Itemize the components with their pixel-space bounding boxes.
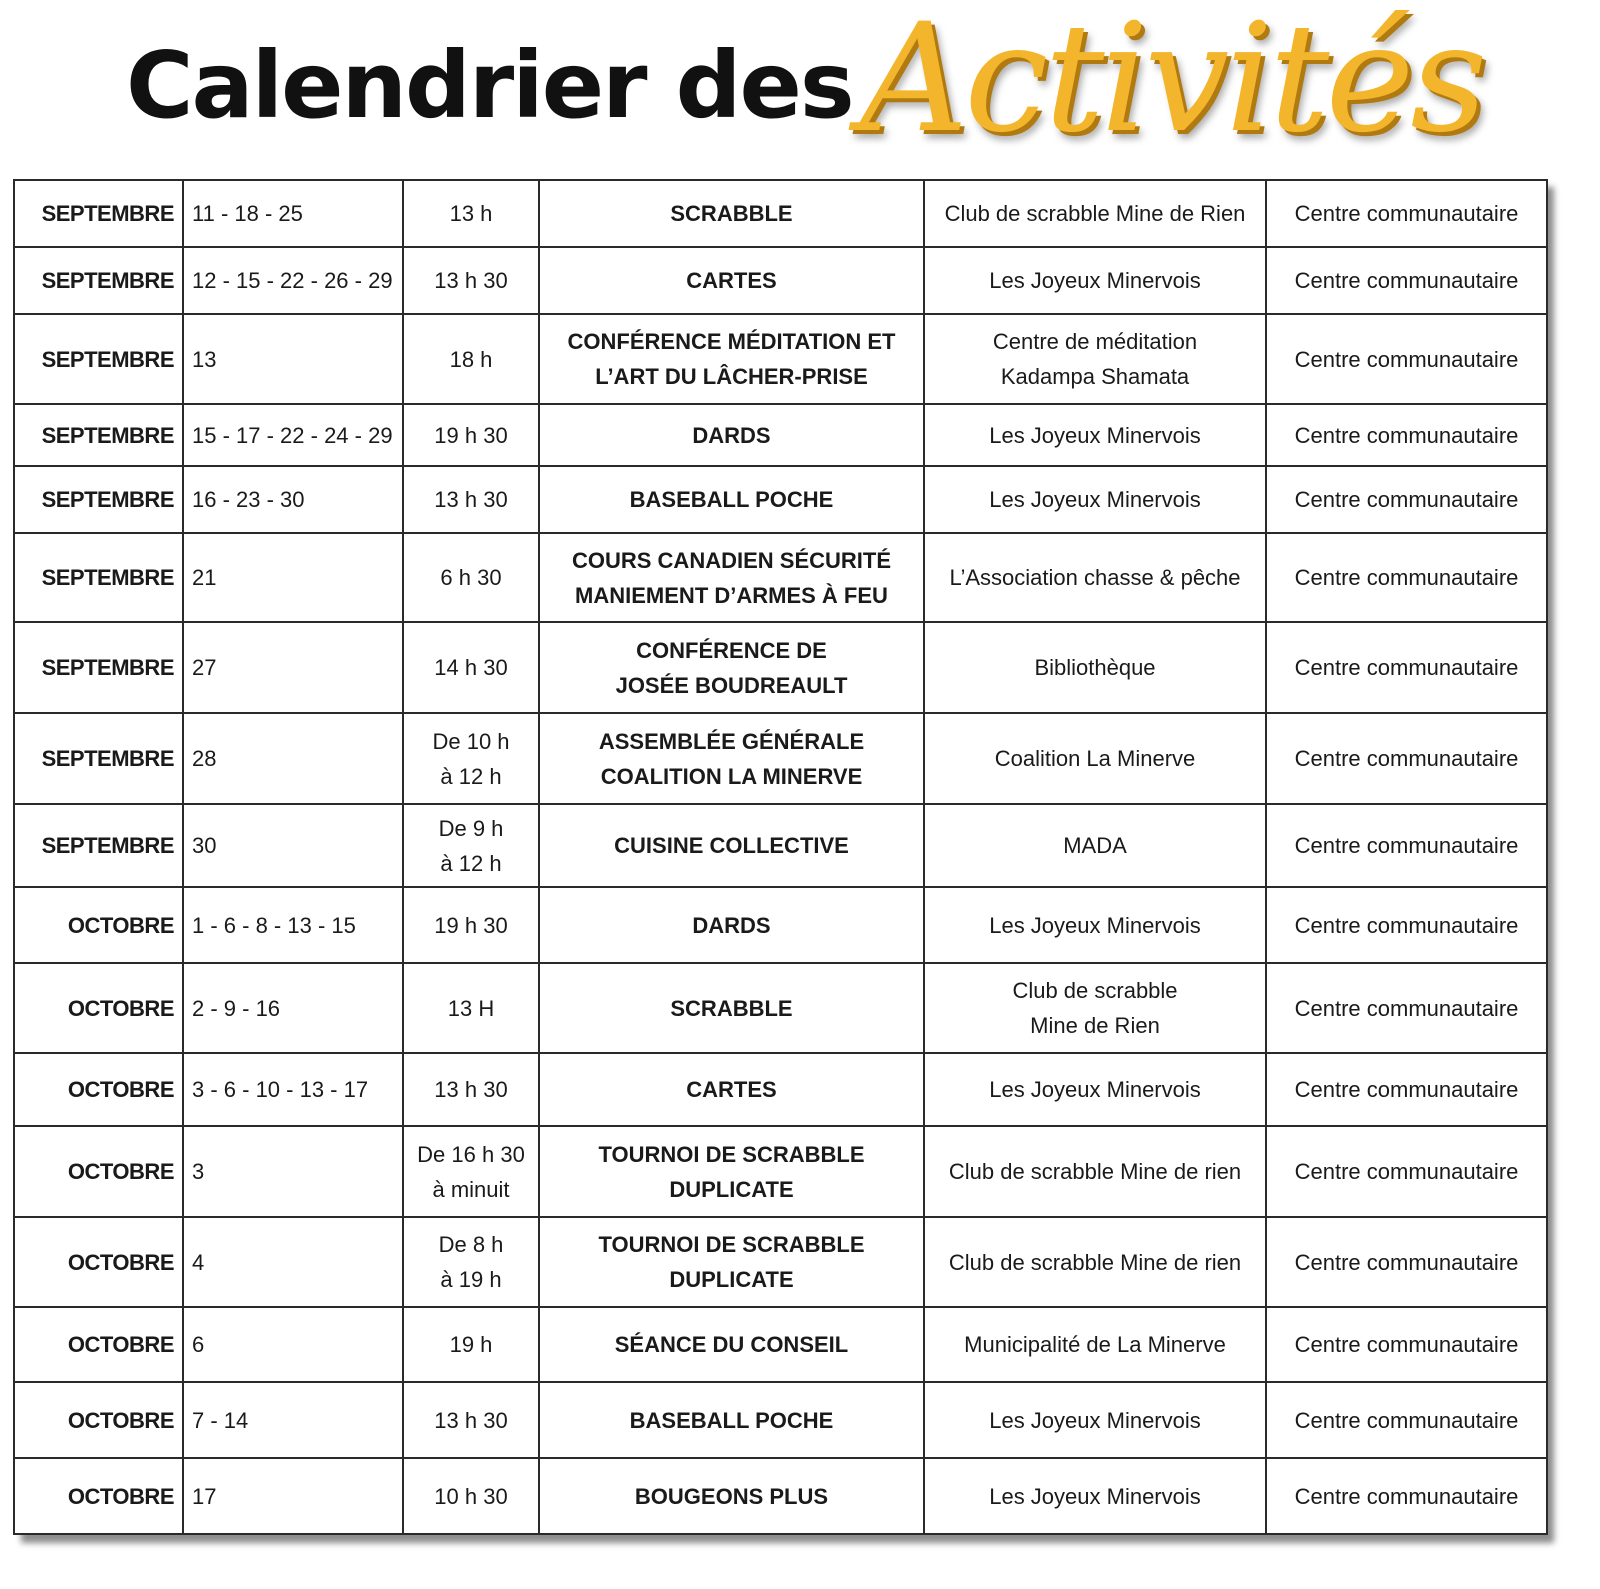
cell-month: OCTOBRE (14, 1458, 183, 1534)
cell-organizer-line: Les Joyeux Minervois (989, 422, 1201, 448)
table-row (14, 533, 1547, 622)
cell-time-line: à 19 h (440, 1267, 502, 1292)
cell-activity-line: BASEBALL POCHE (629, 1407, 834, 1433)
cell-time (403, 713, 539, 804)
table-row (14, 804, 1547, 887)
table-row (14, 247, 1547, 314)
cell-time-line: De 8 h (438, 1232, 504, 1257)
table-row (14, 887, 1547, 963)
cell-organizer-line: Les Joyeux Minervois (989, 1407, 1201, 1433)
cell-organizer-line: Centre de méditation (992, 329, 1198, 354)
cell-activity-line: CARTES (686, 1077, 777, 1102)
cell-location: Centre communautaire (1266, 1307, 1547, 1382)
cell-activity-line: BASEBALL POCHE (629, 487, 834, 512)
table-row (14, 713, 1547, 804)
cell-organizer (924, 1217, 1266, 1307)
table-row (14, 1382, 1547, 1458)
cell-time (403, 963, 539, 1053)
cell-month: SEPTEMBRE (14, 180, 183, 247)
activities-table-wrapper (13, 179, 1546, 1535)
cell-days: 2 - 9 - 16 (183, 963, 403, 1053)
cell-location: Centre communautaire (1266, 1382, 1547, 1458)
cell-organizer-line: Coalition La Minerve (994, 746, 1196, 771)
cell-location: Centre communautaire (1266, 1053, 1547, 1126)
cell-activity (539, 1053, 924, 1126)
cell-organizer (924, 887, 1266, 963)
cell-location: Centre communautaire (1266, 1217, 1547, 1307)
cell-days: 3 - 6 - 10 - 13 - 17 (183, 1053, 403, 1126)
cell-time-line: 13 h 30 (434, 268, 508, 293)
table-row (14, 1053, 1547, 1126)
cell-organizer (924, 1458, 1266, 1534)
cell-activity (539, 1382, 924, 1458)
table-row (14, 1458, 1547, 1534)
cell-days: 12 - 15 - 22 - 26 - 29 (183, 247, 403, 314)
cell-time-line: 13 h (449, 201, 493, 226)
cell-organizer-line: Les Joyeux Minervois (989, 1483, 1201, 1509)
cell-activity-line: DARDS (692, 422, 771, 448)
cell-time (403, 1458, 539, 1534)
cell-activity-line: SÉANCE DU CONSEIL (614, 1332, 849, 1357)
cell-days: 4 (183, 1217, 403, 1307)
cell-activity-line: SCRABBLE (670, 995, 793, 1021)
cell-time-line: à 12 h (440, 763, 502, 789)
cell-organizer (924, 1382, 1266, 1458)
cell-activity-line: COALITION LA MINERVE (600, 763, 863, 789)
cell-organizer (924, 713, 1266, 804)
page-title: Calendrier des (126, 32, 853, 139)
cell-time-line: De 9 h (438, 815, 504, 841)
cell-time (403, 804, 539, 887)
cell-activity-line: DUPLICATE (669, 1267, 794, 1292)
cell-location: Centre communautaire (1266, 1458, 1547, 1534)
cell-time-line: 13 h 30 (434, 1077, 508, 1102)
cell-month: OCTOBRE (14, 963, 183, 1053)
cell-activity-line: DUPLICATE (669, 1176, 794, 1202)
cell-organizer-line: Les Joyeux Minervois (989, 912, 1201, 938)
cell-time-line: De 16 h 30 (417, 1141, 525, 1167)
cell-time (403, 404, 539, 466)
cell-activity-line: SCRABBLE (670, 201, 793, 226)
activities-table (13, 179, 1548, 1535)
cell-activity-line: BOUGEONS PLUS (634, 1483, 829, 1509)
cell-organizer-line: Les Joyeux Minervois (989, 268, 1201, 293)
cell-organizer (924, 1307, 1266, 1382)
cell-organizer-line: L’Association chasse & pêche (949, 565, 1241, 590)
activities-table-body (14, 180, 1547, 1534)
cell-time (403, 466, 539, 533)
cell-month: SEPTEMBRE (14, 404, 183, 466)
cell-time (403, 1382, 539, 1458)
cell-days: 27 (183, 622, 403, 713)
cell-organizer-line: Bibliothèque (1034, 655, 1156, 680)
cell-month: SEPTEMBRE (14, 247, 183, 314)
cell-time (403, 1217, 539, 1307)
cell-organizer-line: Municipalité de La Minerve (964, 1332, 1226, 1357)
cell-activity (539, 804, 924, 887)
page-header (0, 0, 1600, 190)
cell-time (403, 247, 539, 314)
cell-location: Centre communautaire (1266, 247, 1547, 314)
cell-activity (539, 963, 924, 1053)
cell-location: Centre communautaire (1266, 963, 1547, 1053)
cell-time-line: 18 h (449, 346, 493, 372)
cell-days: 13 (183, 314, 403, 404)
cell-activity (539, 622, 924, 713)
cell-activity (539, 1217, 924, 1307)
table-row (14, 1126, 1547, 1217)
cell-activity-line: TOURNOI DE SCRABBLE (598, 1141, 865, 1167)
cell-month: SEPTEMBRE (14, 804, 183, 887)
cell-activity-line: ASSEMBLÉE GÉNÉRALE (598, 728, 865, 754)
cell-activity-line: CONFÉRENCE DE (636, 637, 827, 663)
cell-time-line: à minuit (432, 1176, 510, 1202)
cell-time-line: De 10 h (432, 728, 510, 754)
cell-time (403, 1053, 539, 1126)
cell-organizer (924, 247, 1266, 314)
cell-days: 7 - 14 (183, 1382, 403, 1458)
cell-organizer-line: Club de scrabble Mine de rien (948, 1249, 1242, 1275)
table-row (14, 180, 1547, 247)
cell-organizer (924, 314, 1266, 404)
cell-activity-line: DARDS (692, 912, 771, 938)
cell-activity (539, 1458, 924, 1534)
cell-activity-line: CONFÉRENCE MÉDITATION ET (567, 329, 896, 354)
cell-time (403, 1126, 539, 1217)
cell-days: 30 (183, 804, 403, 887)
cell-time-line: 19 h 30 (434, 422, 508, 448)
cell-organizer (924, 804, 1266, 887)
cell-days: 15 - 17 - 22 - 24 - 29 (183, 404, 403, 466)
cell-time (403, 180, 539, 247)
cell-activity-line: TOURNOI DE SCRABBLE (598, 1232, 865, 1257)
cell-time (403, 1307, 539, 1382)
cell-time (403, 622, 539, 713)
cell-time-line: 19 h (449, 1332, 493, 1357)
cell-time-line: 10 h 30 (434, 1483, 508, 1509)
cell-organizer (924, 466, 1266, 533)
cell-activity (539, 887, 924, 963)
cell-activity-line: MANIEMENT D’ARMES À FEU (575, 582, 888, 608)
cell-organizer (924, 180, 1266, 247)
cell-time-line: à 12 h (440, 850, 502, 876)
table-row (14, 314, 1547, 404)
cell-location: Centre communautaire (1266, 713, 1547, 804)
cell-activity (539, 314, 924, 404)
cell-month: OCTOBRE (14, 1126, 183, 1217)
cell-location: Centre communautaire (1266, 804, 1547, 887)
cell-activity (539, 404, 924, 466)
cell-days: 11 - 18 - 25 (183, 180, 403, 247)
cell-location: Centre communautaire (1266, 622, 1547, 713)
cell-activity (539, 1126, 924, 1217)
cell-month: SEPTEMBRE (14, 314, 183, 404)
cell-organizer-line: MADA (1063, 833, 1127, 858)
cell-location: Centre communautaire (1266, 1126, 1547, 1217)
cell-organizer (924, 533, 1266, 622)
cell-activity-line: COURS CANADIEN SÉCURITÉ (571, 547, 892, 573)
cell-organizer (924, 622, 1266, 713)
cell-month: OCTOBRE (14, 1382, 183, 1458)
cell-activity-line: JOSÉE BOUDREAULT (615, 672, 848, 698)
cell-organizer-line: Club de scrabble Mine de Rien (944, 201, 1246, 226)
cell-location: Centre communautaire (1266, 533, 1547, 622)
cell-month: OCTOBRE (14, 1217, 183, 1307)
cell-location: Centre communautaire (1266, 466, 1547, 533)
cell-days: 3 (183, 1126, 403, 1217)
cell-location: Centre communautaire (1266, 404, 1547, 466)
cell-month: SEPTEMBRE (14, 533, 183, 622)
cell-organizer-line: Club de scrabble (1012, 978, 1178, 1003)
cell-month: OCTOBRE (14, 887, 183, 963)
table-row (14, 963, 1547, 1053)
cell-time (403, 314, 539, 404)
cell-activity (539, 1307, 924, 1382)
cell-time-line: 13 h 30 (434, 487, 508, 512)
table-row (14, 1217, 1547, 1307)
cell-time (403, 533, 539, 622)
cell-time-line: 6 h 30 (440, 565, 502, 590)
table-row (14, 466, 1547, 533)
table-row (14, 622, 1547, 713)
cell-organizer-line: Mine de Rien (1030, 1013, 1160, 1038)
cell-activity (539, 713, 924, 804)
table-row (14, 1307, 1547, 1382)
table-row (14, 404, 1547, 466)
cell-activity (539, 247, 924, 314)
cell-organizer (924, 963, 1266, 1053)
cell-month: OCTOBRE (14, 1307, 183, 1382)
cell-location: Centre communautaire (1266, 180, 1547, 247)
cell-activity (539, 466, 924, 533)
cell-month: OCTOBRE (14, 1053, 183, 1126)
cell-activity (539, 533, 924, 622)
cell-organizer-line: Club de scrabble Mine de rien (948, 1159, 1242, 1184)
cell-month: SEPTEMBRE (14, 466, 183, 533)
cell-days: 28 (183, 713, 403, 804)
cell-days: 1 - 6 - 8 - 13 - 15 (183, 887, 403, 963)
cell-organizer (924, 1126, 1266, 1217)
cell-days: 16 - 23 - 30 (183, 466, 403, 533)
cell-location: Centre communautaire (1266, 887, 1547, 963)
cell-organizer (924, 1053, 1266, 1126)
cell-time-line: 13 h 30 (434, 1407, 508, 1433)
cell-time (403, 887, 539, 963)
page-title-script: Activités (860, 0, 1484, 166)
cell-activity (539, 180, 924, 247)
cell-organizer-line: Les Joyeux Minervois (989, 487, 1201, 512)
cell-activity-line: CUISINE COLLECTIVE (614, 833, 849, 858)
cell-activity-line: CARTES (686, 268, 777, 293)
cell-days: 17 (183, 1458, 403, 1534)
cell-organizer-line: Kadampa Shamata (1000, 364, 1190, 389)
cell-days: 21 (183, 533, 403, 622)
cell-month: SEPTEMBRE (14, 622, 183, 713)
cell-location: Centre communautaire (1266, 314, 1547, 404)
cell-month: SEPTEMBRE (14, 713, 183, 804)
cell-time-line: 13 H (447, 995, 495, 1021)
cell-organizer-line: Les Joyeux Minervois (989, 1077, 1201, 1102)
cell-activity-line: L’ART DU LÂCHER-PRISE (595, 364, 868, 389)
cell-organizer (924, 404, 1266, 466)
cell-time-line: 14 h 30 (434, 655, 508, 680)
cell-time-line: 19 h 30 (434, 912, 508, 938)
cell-days: 6 (183, 1307, 403, 1382)
